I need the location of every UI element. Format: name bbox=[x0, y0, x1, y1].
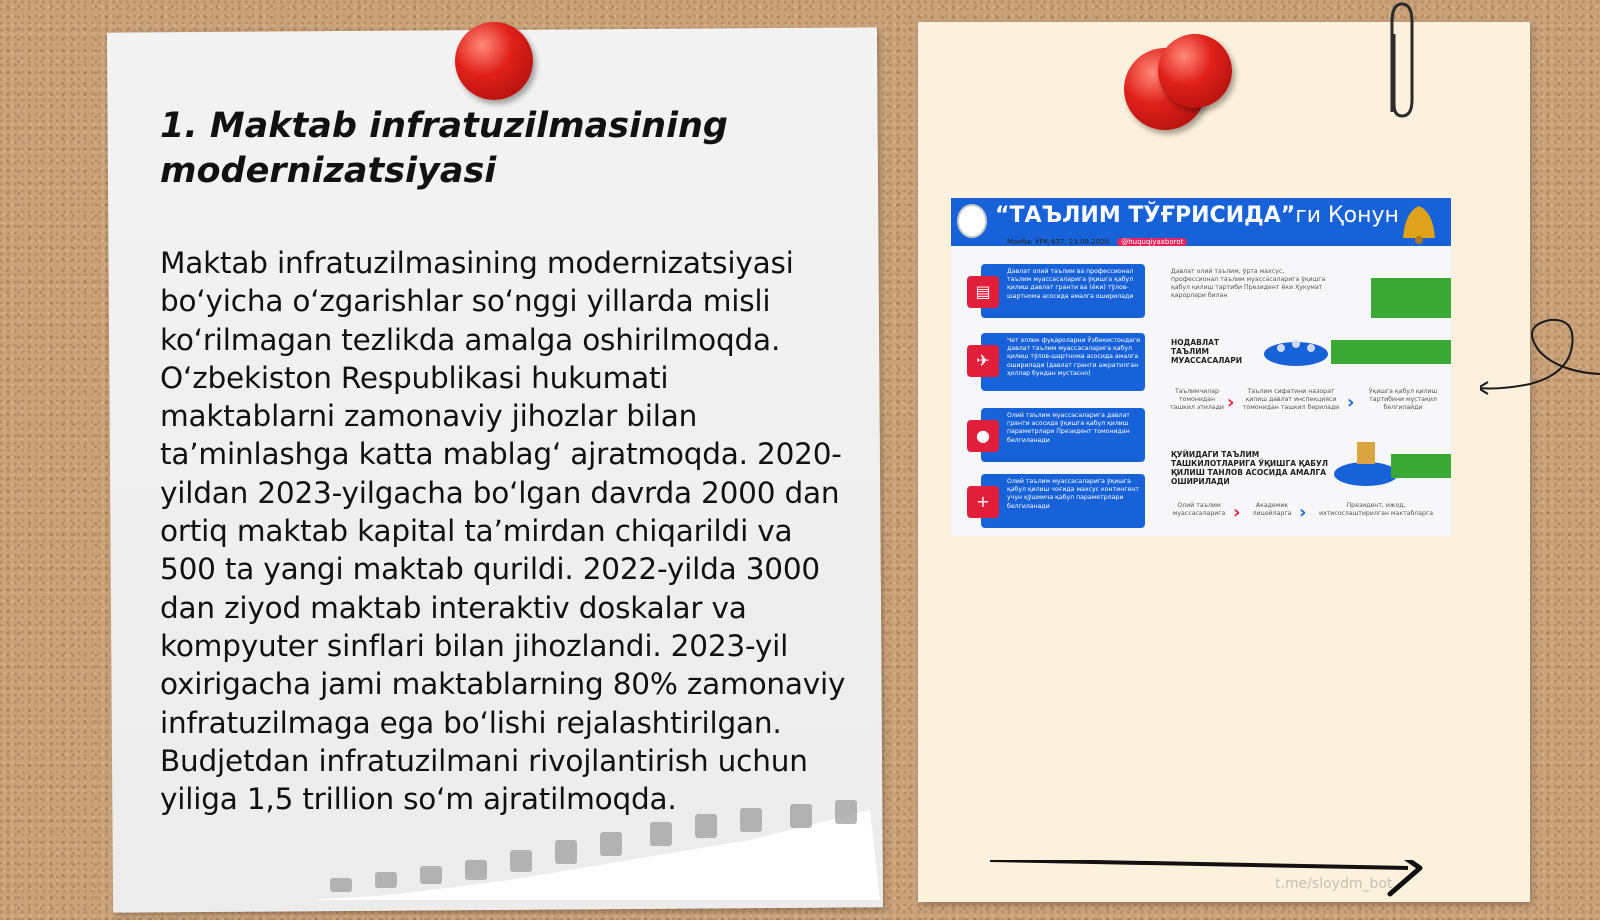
flow2-step-2: Академик лицейларга bbox=[1252, 502, 1292, 517]
hand-drawn-arrow-icon bbox=[1480, 312, 1600, 412]
infographic-title-bold: “ТАЪЛИМ ТЎҒРИСИДА” bbox=[995, 203, 1296, 228]
infographic-title bbox=[995, 203, 1399, 228]
flow1-step-1: Таълимчилар томонидан ташкил этилади bbox=[1170, 388, 1224, 411]
flow2-step-3: Президент, ижод, ихтисослаштирилган мактабларга bbox=[1318, 502, 1433, 517]
school-network-icon bbox=[1261, 328, 1331, 368]
info-card-text: Давлат олий таълим ва профессионал таълим муассасаларига ўқишга қабул қилиш давлат гранти ва (ёки) тўлов-шартнома асосида амалга оширилади bbox=[1007, 268, 1134, 300]
info-right-top-text: Давлат олий таълим, ўрта махсус, профессионал таълим муассасаларига ўқишга қабул қилиш тартиби Президент ёки Ҳукумат қарорлари билан bbox=[1171, 268, 1326, 299]
flow2-step-1: Олий таълим муассасаларига bbox=[1172, 502, 1226, 517]
infographic-source bbox=[1007, 238, 1187, 246]
source-text: Манба: ЎРҚ-637, 23.09.2020. bbox=[1007, 238, 1112, 246]
info-card-3 bbox=[976, 408, 1145, 462]
chevron-right-icon: › bbox=[1227, 392, 1235, 413]
flow1-step-2: Таълим сифатини назорат қилиш давлат инспекцияси томонидан ташкил берилади bbox=[1242, 388, 1340, 411]
person-icon: ● bbox=[967, 420, 999, 452]
nodavlat-label: НОДАВЛАТ ТАЪЛИМ МУАССАСАЛАРИ bbox=[1171, 338, 1242, 365]
slide-title: 1. Maktab infratuzilmasining modernizatsiyasi bbox=[160, 106, 728, 191]
red-pushpin-right-front-icon bbox=[1158, 34, 1232, 108]
telegram-handle: @huquqiyaxborot bbox=[1117, 238, 1187, 246]
document-icon: ▤ bbox=[967, 276, 999, 308]
info-card-1 bbox=[975, 264, 1145, 318]
torn-paper-edge bbox=[310, 800, 880, 900]
flow1-step-3: Ўқишга қабул қилиш тартибини мустақил белгилайди bbox=[1368, 388, 1438, 411]
plane-icon: ✈ bbox=[967, 345, 999, 377]
slide-body-text: Maktab infratuzilmasining modernizatsiyasi bo‘yicha o‘zgarishlar so‘nggi yillarda misli ko‘rilmagan tezlikda amalga oshirilmoqda. O‘zbekiston Respublikasi hukumati maktablarni zamonaviy jihozlar bilan ta’minlashga katta mablag‘ ajratmoqda. 2020-yildan 2023-yilgacha bo‘lgan davrda 2000 dan ortiq maktab kapital ta’mirdan chiqarildi va 500 ta yangi maktab qurildi. 2022-yilda 3000 dan ziyod maktab interaktiv doskalar va kompyuter sinflari bilan jihozlandi. 2023-yil oxirigacha jami maktablarning 80% zamonaviy infratuzilmaga ega bo‘lishi rejalashtirilgan. Budjetdan infratuzilmani rivojlantirish uchun yiliga 1,5 trillion so‘m ajratilmoqda. bbox=[160, 246, 846, 817]
chevron-right-icon: › bbox=[1233, 502, 1241, 523]
foreign-label: ҚУЙИДАГИ ТАЪЛИМ ТАШКИЛОТЛАРИГА ЎҚИШГА ҚАБУЛ ҚИЛИШ ТАНЛОВ АСОСИДА АМАЛГА ОШИРИЛАДИ bbox=[1171, 450, 1328, 486]
green-bar-1 bbox=[1371, 278, 1451, 318]
chevron-right-icon: › bbox=[1347, 392, 1355, 413]
add-person-icon: + bbox=[967, 486, 999, 518]
state-emblem-icon bbox=[957, 204, 987, 238]
info-card-4 bbox=[976, 474, 1145, 528]
info-card-text: Олий таълим муассасаларига ўқишга қабул қилиш чоғида махсус контингент учун қўшимча қабул параметрлари белгиланади bbox=[1007, 478, 1139, 510]
chevron-right-icon: › bbox=[1299, 502, 1307, 523]
green-bar-3 bbox=[1391, 454, 1451, 478]
infographic-title-rest: ги Қонун bbox=[1295, 203, 1399, 228]
info-card-2 bbox=[976, 333, 1145, 391]
watermark-text: t.me/sloydm_bot bbox=[1275, 876, 1393, 892]
law-infographic-image bbox=[951, 198, 1451, 536]
info-card-text: Чет эллик фуқароларни Ўзбекистондаги давлат таълим муассасаларига қабул қилиш тўлов-шартнома асосида амалга оширилади (давлат гранти ажратилган ҳоллар бундан мустасно) bbox=[1007, 337, 1141, 377]
red-pushpin-left-icon bbox=[455, 22, 533, 100]
green-bar-2 bbox=[1331, 340, 1451, 364]
info-card-text: Олий таълим муассасаларига давлат гранти асосида ўқишга қабул қилиш параметрлари Президент томонидан белгиланади bbox=[1007, 412, 1130, 444]
bell-icon bbox=[1389, 198, 1445, 246]
paperclip-icon bbox=[1382, 0, 1416, 120]
